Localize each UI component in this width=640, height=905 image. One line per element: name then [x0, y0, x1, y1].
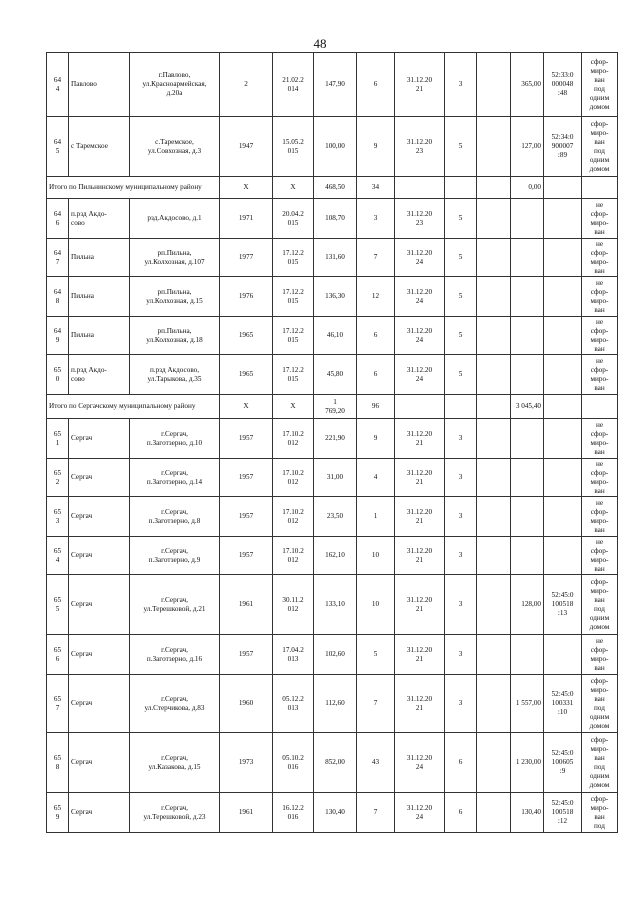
group-cell: 3 — [445, 459, 477, 497]
row-number-cell: 65 8 — [47, 733, 69, 793]
row-number-cell: 65 2 — [47, 459, 69, 497]
date-cell: 17.10.2 012 — [273, 497, 314, 537]
residents-count-cell: 10 — [357, 575, 395, 635]
table-row — [47, 277, 618, 317]
row-number-cell: 65 6 — [47, 635, 69, 675]
cadastral-number-cell — [544, 497, 582, 537]
total-year-cell: Х — [220, 177, 273, 199]
cadastral-number-cell — [544, 317, 582, 355]
address-cell: с.Таремское, ул.Совхозная, д.3 — [130, 117, 220, 177]
date-cell: 16.12.2 016 — [273, 793, 314, 833]
locality-cell: п.рзд Акдо- сово — [69, 355, 130, 395]
empty-cell — [582, 395, 618, 419]
address-cell: г.Сергач, ул.Стерчикова, д.83 — [130, 675, 220, 733]
land-area-cell — [511, 317, 544, 355]
address-cell: г.Сергач, п.Заготзерно, д.14 — [130, 459, 220, 497]
address-cell: рп.Пильна, ул.Колхозная, д.18 — [130, 317, 220, 355]
group-cell: 3 — [445, 53, 477, 117]
district-total-row — [47, 395, 618, 419]
locality-cell: Сергач — [69, 635, 130, 675]
land-area-cell: 1 557,00 — [511, 675, 544, 733]
land-area-cell — [511, 355, 544, 395]
deadline-cell: 31.12.20 24 — [395, 239, 445, 277]
row-number-cell: 65 5 — [47, 575, 69, 635]
area-cell: 108,70 — [314, 199, 357, 239]
row-number-cell: 64 7 — [47, 239, 69, 277]
area-cell: 102,60 — [314, 635, 357, 675]
deadline-cell: 31.12.20 21 — [395, 575, 445, 635]
group-cell: 3 — [445, 575, 477, 635]
housing-register-table — [46, 52, 618, 833]
deadline-cell: 31.12.20 21 — [395, 419, 445, 459]
empty-cell — [582, 177, 618, 199]
address-cell: г.Сергач, п.Заготзерно, д.10 — [130, 419, 220, 459]
locality-cell: Сергач — [69, 793, 130, 833]
deadline-cell: 31.12.20 21 — [395, 53, 445, 117]
year-cell: 1973 — [220, 733, 273, 793]
group-cell: 5 — [445, 317, 477, 355]
table-row — [47, 419, 618, 459]
district-total-label: Итого по Сергачскому муниципальному району — [47, 395, 220, 419]
row-number-cell: 64 6 — [47, 199, 69, 239]
total-land-area-cell: 0,00 — [511, 177, 544, 199]
land-status-cell: сфор- миро- ван под одним домом — [582, 575, 618, 635]
date-cell: 17.10.2 012 — [273, 459, 314, 497]
land-area-cell — [511, 199, 544, 239]
cadastral-number-cell: 52:33:0 000048 :48 — [544, 53, 582, 117]
table-row — [47, 317, 618, 355]
deadline-cell: 31.12.20 24 — [395, 277, 445, 317]
area-cell: 136,30 — [314, 277, 357, 317]
deadline-cell: 31.12.20 24 — [395, 355, 445, 395]
empty-cell — [477, 317, 511, 355]
table-row — [47, 733, 618, 793]
land-status-cell: сфор- миро- ван под — [582, 793, 618, 833]
empty-cell — [477, 419, 511, 459]
empty-cell — [477, 459, 511, 497]
deadline-cell: 31.12.20 23 — [395, 199, 445, 239]
land-status-cell: не сфор- миро- ван — [582, 277, 618, 317]
land-area-cell — [511, 497, 544, 537]
row-number-cell: 64 5 — [47, 117, 69, 177]
address-cell: г.Сергач, п.Заготзерно, д.8 — [130, 497, 220, 537]
year-cell: 1957 — [220, 635, 273, 675]
date-cell: 17.12.2 015 — [273, 317, 314, 355]
land-area-cell: 130,40 — [511, 793, 544, 833]
year-cell: 1965 — [220, 355, 273, 395]
total-land-area-cell: 3 045,40 — [511, 395, 544, 419]
row-number-cell: 64 8 — [47, 277, 69, 317]
row-number-cell: 65 4 — [47, 537, 69, 575]
total-residents-cell: 34 — [357, 177, 395, 199]
year-cell: 1965 — [220, 317, 273, 355]
district-total-label: Итого по Пильнинскому муниципальному району — [47, 177, 220, 199]
empty-cell — [477, 575, 511, 635]
total-date-cell: Х — [273, 395, 314, 419]
address-cell: г.Сергач, ул.Казакова, д.15 — [130, 733, 220, 793]
year-cell: 1961 — [220, 793, 273, 833]
address-cell: г.Сергач, п.Заготзерно, д.16 — [130, 635, 220, 675]
address-cell: г.Сергач, ул.Терешковой, д.21 — [130, 575, 220, 635]
area-cell: 221,90 — [314, 419, 357, 459]
cadastral-number-cell — [544, 537, 582, 575]
district-total-row — [47, 177, 618, 199]
locality-cell: Сергач — [69, 575, 130, 635]
locality-cell: Сергач — [69, 419, 130, 459]
cadastral-number-cell — [544, 355, 582, 395]
land-area-cell: 365,00 — [511, 53, 544, 117]
group-cell: 3 — [445, 497, 477, 537]
area-cell: 131,60 — [314, 239, 357, 277]
year-cell: 1957 — [220, 537, 273, 575]
table-row — [47, 497, 618, 537]
date-cell: 17.04.2 013 — [273, 635, 314, 675]
group-cell: 6 — [445, 793, 477, 833]
area-cell: 31,00 — [314, 459, 357, 497]
deadline-cell: 31.12.20 21 — [395, 635, 445, 675]
deadline-cell: 31.12.20 21 — [395, 459, 445, 497]
cadastral-number-cell: 52:45:0 100518 :13 — [544, 575, 582, 635]
empty-cell — [477, 177, 511, 199]
area-cell: 112,60 — [314, 675, 357, 733]
residents-count-cell: 5 — [357, 635, 395, 675]
year-cell: 1957 — [220, 497, 273, 537]
empty-cell — [477, 675, 511, 733]
deadline-cell: 31.12.20 21 — [395, 675, 445, 733]
land-area-cell: 127,00 — [511, 117, 544, 177]
cadastral-number-cell — [544, 635, 582, 675]
locality-cell: Сергач — [69, 497, 130, 537]
residents-count-cell: 7 — [357, 793, 395, 833]
land-status-cell: не сфор- миро- ван — [582, 419, 618, 459]
row-number-cell: 65 1 — [47, 419, 69, 459]
cadastral-number-cell: 52:45:0 100331 :10 — [544, 675, 582, 733]
address-cell: рп.Пильна, ул.Колхозная, д.15 — [130, 277, 220, 317]
date-cell: 17.12.2 015 — [273, 239, 314, 277]
empty-cell — [544, 177, 582, 199]
land-status-cell: не сфор- миро- ван — [582, 635, 618, 675]
date-cell: 05.10.2 016 — [273, 733, 314, 793]
residents-count-cell: 7 — [357, 239, 395, 277]
locality-cell: Сергач — [69, 459, 130, 497]
table-row — [47, 459, 618, 497]
locality-cell: с Таремское — [69, 117, 130, 177]
empty-cell — [477, 793, 511, 833]
residents-count-cell: 9 — [357, 419, 395, 459]
row-number-cell: 64 9 — [47, 317, 69, 355]
cadastral-number-cell — [544, 277, 582, 317]
empty-cell — [477, 537, 511, 575]
table-row — [47, 355, 618, 395]
row-number-cell: 65 7 — [47, 675, 69, 733]
table-row — [47, 575, 618, 635]
empty-cell — [477, 277, 511, 317]
year-cell: 2 — [220, 53, 273, 117]
residents-count-cell: 6 — [357, 355, 395, 395]
total-area-cell: 468,50 — [314, 177, 357, 199]
empty-cell — [477, 199, 511, 239]
year-cell: 1957 — [220, 459, 273, 497]
total-area-cell: 1 769,20 — [314, 395, 357, 419]
date-cell: 21.02.2 014 — [273, 53, 314, 117]
land-area-cell — [511, 459, 544, 497]
land-status-cell: не сфор- миро- ван — [582, 459, 618, 497]
land-area-cell: 128,00 — [511, 575, 544, 635]
land-area-cell — [511, 277, 544, 317]
land-status-cell: не сфор- миро- ван — [582, 497, 618, 537]
locality-cell: Сергач — [69, 675, 130, 733]
address-cell: г.Сергач, п.Заготзерно, д.9 — [130, 537, 220, 575]
land-status-cell: не сфор- миро- ван — [582, 239, 618, 277]
residents-count-cell: 9 — [357, 117, 395, 177]
cadastral-number-cell — [544, 419, 582, 459]
group-cell: 3 — [445, 675, 477, 733]
residents-count-cell: 43 — [357, 733, 395, 793]
empty-cell — [477, 355, 511, 395]
area-cell: 46,10 — [314, 317, 357, 355]
locality-cell: Павлово — [69, 53, 130, 117]
residents-count-cell: 12 — [357, 277, 395, 317]
residents-count-cell: 6 — [357, 53, 395, 117]
deadline-cell: 31.12.20 24 — [395, 793, 445, 833]
group-cell: 5 — [445, 239, 477, 277]
group-cell: 6 — [445, 733, 477, 793]
row-number-cell: 65 9 — [47, 793, 69, 833]
year-cell: 1960 — [220, 675, 273, 733]
area-cell: 130,40 — [314, 793, 357, 833]
total-residents-cell: 96 — [357, 395, 395, 419]
area-cell: 162,10 — [314, 537, 357, 575]
land-area-cell — [511, 537, 544, 575]
table-row — [47, 53, 618, 117]
table-row — [47, 635, 618, 675]
locality-cell: Пильна — [69, 277, 130, 317]
cadastral-number-cell: 52:34:0 900007 :89 — [544, 117, 582, 177]
residents-count-cell: 4 — [357, 459, 395, 497]
area-cell: 45,80 — [314, 355, 357, 395]
area-cell: 852,00 — [314, 733, 357, 793]
row-number-cell: 65 0 — [47, 355, 69, 395]
total-date-cell: Х — [273, 177, 314, 199]
deadline-cell: 31.12.20 24 — [395, 733, 445, 793]
group-cell: 5 — [445, 199, 477, 239]
year-cell: 1971 — [220, 199, 273, 239]
land-area-cell — [511, 239, 544, 277]
land-status-cell: не сфор- миро- ван — [582, 199, 618, 239]
table-row — [47, 537, 618, 575]
total-year-cell: Х — [220, 395, 273, 419]
residents-count-cell: 3 — [357, 199, 395, 239]
year-cell: 1977 — [220, 239, 273, 277]
area-cell: 100,00 — [314, 117, 357, 177]
address-cell: п.рзд Акдосово, ул.Тарыкова, д.35 — [130, 355, 220, 395]
year-cell: 1976 — [220, 277, 273, 317]
empty-cell — [445, 177, 477, 199]
empty-cell — [477, 117, 511, 177]
locality-cell: Сергач — [69, 537, 130, 575]
table-row — [47, 675, 618, 733]
land-area-cell — [511, 419, 544, 459]
land-area-cell: 1 230,00 — [511, 733, 544, 793]
locality-cell: Сергач — [69, 733, 130, 793]
page-number: 48 — [313, 36, 327, 51]
empty-cell — [395, 395, 445, 419]
row-number-cell: 64 4 — [47, 53, 69, 117]
address-cell: г.Сергач, ул.Терешковой, д.23 — [130, 793, 220, 833]
residents-count-cell: 6 — [357, 317, 395, 355]
table-row — [47, 793, 618, 833]
deadline-cell: 31.12.20 24 — [395, 317, 445, 355]
date-cell: 30.11.2 012 — [273, 575, 314, 635]
locality-cell: п.рзд Акдо- сово — [69, 199, 130, 239]
area-cell: 133,10 — [314, 575, 357, 635]
year-cell: 1947 — [220, 117, 273, 177]
empty-cell — [395, 177, 445, 199]
land-status-cell: сфор- миро- ван под одним домом — [582, 733, 618, 793]
cadastral-number-cell — [544, 459, 582, 497]
table-row — [47, 117, 618, 177]
residents-count-cell: 1 — [357, 497, 395, 537]
cadastral-number-cell: 52:45:0 100518 :12 — [544, 793, 582, 833]
date-cell: 17.12.2 015 — [273, 277, 314, 317]
date-cell: 17.12.2 015 — [273, 355, 314, 395]
empty-cell — [477, 53, 511, 117]
deadline-cell: 31.12.20 21 — [395, 537, 445, 575]
area-cell: 23,50 — [314, 497, 357, 537]
date-cell: 15.05.2 015 — [273, 117, 314, 177]
empty-cell — [477, 239, 511, 277]
group-cell: 5 — [445, 355, 477, 395]
group-cell: 3 — [445, 419, 477, 459]
locality-cell: Пильна — [69, 317, 130, 355]
empty-cell — [477, 497, 511, 537]
land-status-cell: сфор- миро- ван под одним домом — [582, 117, 618, 177]
address-cell: рп.Пильна, ул.Колхозная, д.107 — [130, 239, 220, 277]
address-cell: г.Павлово, ул.Красноармейская, д.20а — [130, 53, 220, 117]
residents-count-cell: 10 — [357, 537, 395, 575]
group-cell: 5 — [445, 277, 477, 317]
cadastral-number-cell: 52:45:0 100605 :9 — [544, 733, 582, 793]
residents-count-cell: 7 — [357, 675, 395, 733]
deadline-cell: 31.12.20 21 — [395, 497, 445, 537]
cadastral-number-cell — [544, 239, 582, 277]
cadastral-number-cell — [544, 199, 582, 239]
empty-cell — [445, 395, 477, 419]
land-status-cell: не сфор- миро- ван — [582, 317, 618, 355]
address-cell: рзд.Акдосово, д.1 — [130, 199, 220, 239]
group-cell: 5 — [445, 117, 477, 177]
deadline-cell: 31.12.20 23 — [395, 117, 445, 177]
empty-cell — [477, 733, 511, 793]
empty-cell — [477, 395, 511, 419]
date-cell: 05.12.2 013 — [273, 675, 314, 733]
date-cell: 17.10.2 012 — [273, 537, 314, 575]
row-number-cell: 65 3 — [47, 497, 69, 537]
empty-cell — [477, 635, 511, 675]
date-cell: 20.04.2 015 — [273, 199, 314, 239]
land-status-cell: не сфор- миро- ван — [582, 537, 618, 575]
table-row — [47, 199, 618, 239]
area-cell: 147,90 — [314, 53, 357, 117]
date-cell: 17.10.2 012 — [273, 419, 314, 459]
locality-cell: Пильна — [69, 239, 130, 277]
year-cell: 1957 — [220, 419, 273, 459]
land-status-cell: не сфор- миро- ван — [582, 355, 618, 395]
empty-cell — [544, 395, 582, 419]
group-cell: 3 — [445, 537, 477, 575]
land-area-cell — [511, 635, 544, 675]
table-row — [47, 239, 618, 277]
land-status-cell: сфор- миро- ван под одним домом — [582, 675, 618, 733]
year-cell: 1961 — [220, 575, 273, 635]
land-status-cell: сфор- миро- ван под одним домом — [582, 53, 618, 117]
group-cell: 3 — [445, 635, 477, 675]
